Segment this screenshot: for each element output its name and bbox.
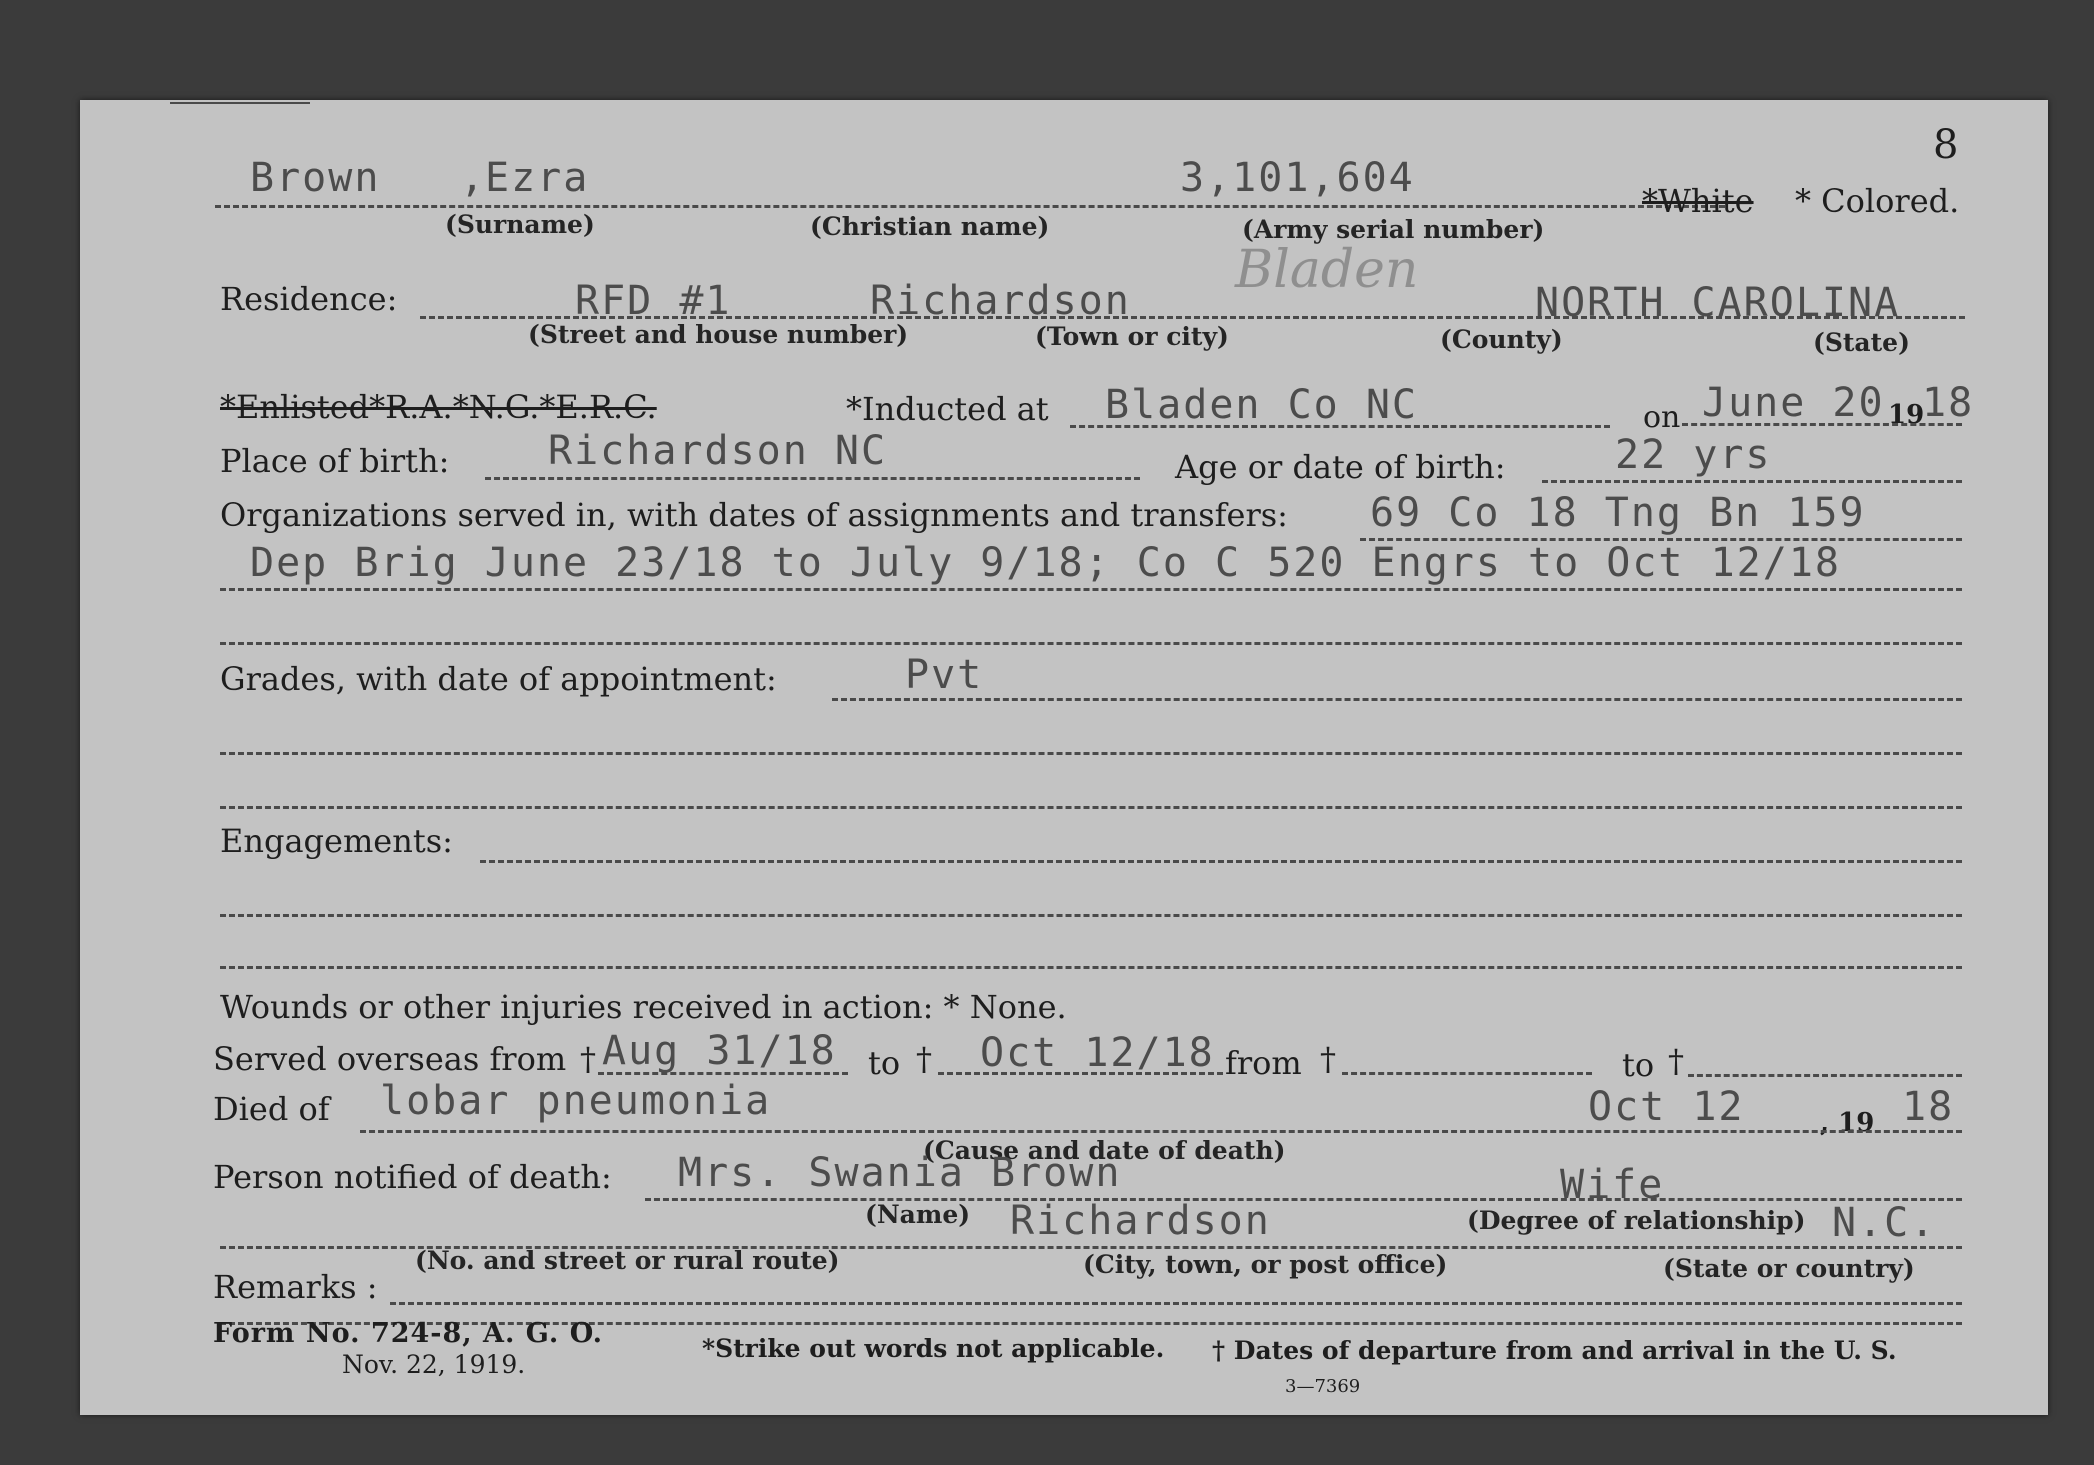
- notified-label: Person notified of death:: [213, 1158, 612, 1196]
- engagements-line1: [480, 860, 1962, 863]
- residence-state-value: NORTH CAROLINA: [1535, 280, 1901, 326]
- notified-name-caption: (Name): [865, 1200, 971, 1229]
- state-caption: (State): [1813, 328, 1910, 357]
- death-caption: (Cause and date of death): [923, 1136, 1286, 1165]
- residence-street-value: RFD #1: [575, 278, 732, 324]
- overseas-to2-label: to: [1622, 1046, 1655, 1084]
- overseas-to2-line: [1688, 1074, 1962, 1077]
- organizations-line1-value: 69 Co 18 Tng Bn 159: [1370, 490, 1866, 536]
- serial-number-value: 3,101,604: [1180, 155, 1415, 201]
- residence-line: [420, 316, 1965, 319]
- inducted-year-suffix: 18: [1922, 380, 1975, 426]
- engagements-label: Engagements:: [220, 822, 453, 860]
- notified-street-caption: (No. and street or rural route): [415, 1246, 840, 1275]
- grades-value: Pvt: [905, 652, 984, 698]
- grades-line1: [832, 698, 1962, 701]
- overseas-label: Served overseas from: [213, 1040, 567, 1078]
- residence-label: Residence:: [220, 280, 398, 318]
- notified-state-value: N.C.: [1832, 1200, 1937, 1246]
- on-label: on: [1643, 400, 1681, 435]
- age-line: [1542, 480, 1962, 483]
- organizations-line3: [220, 642, 1962, 645]
- serial-number-caption: (Army serial number): [1242, 215, 1545, 244]
- overseas-dagger-2: †: [916, 1040, 932, 1078]
- surname-caption: (Surname): [445, 210, 595, 239]
- overseas-from-value: Aug 31/18: [602, 1028, 837, 1074]
- overseas-to-line: [938, 1072, 1223, 1075]
- overseas-to-label: to: [868, 1044, 901, 1082]
- service-record-card: [80, 100, 2048, 1415]
- age-value: 22 yrs: [1615, 432, 1772, 478]
- wounds-label: Wounds or other injuries received in action: * None.: [220, 988, 1067, 1026]
- place-of-birth-line: [485, 477, 1140, 480]
- death-year-prefix: , 19: [1820, 1108, 1875, 1138]
- inducted-year-prefix: 19: [1888, 400, 1925, 430]
- grades-label: Grades, with date of appointment:: [220, 660, 777, 698]
- enlisted-struck: *Enlisted*R.A.*N.G.*E.R.C.: [220, 388, 657, 426]
- dagger-note: † Dates of departure from and arrival in the U. S.: [1212, 1336, 1897, 1365]
- card-number: 8: [1933, 122, 1959, 168]
- surname-comma: ,: [460, 155, 487, 201]
- grades-line3: [220, 806, 1962, 809]
- inducted-line: [1070, 425, 1610, 428]
- age-label: Age or date of birth:: [1175, 448, 1506, 486]
- inducted-date-line: [1682, 423, 1962, 426]
- remarks-label: Remarks :: [213, 1268, 378, 1306]
- county-caption: (County): [1440, 325, 1563, 354]
- strike-note: *Strike out words not applicable.: [702, 1334, 1165, 1363]
- top-edge-rule: [170, 102, 310, 104]
- overseas-to-value: Oct 12/18: [980, 1030, 1215, 1076]
- residence-county-value: Bladen: [1235, 240, 1419, 300]
- form-number: Form No. 724-8, A. G. O.: [213, 1318, 604, 1349]
- notified-state-caption: (State or country): [1663, 1254, 1915, 1283]
- race-white-struck: *White: [1642, 182, 1754, 220]
- inducted-label: *Inducted at: [846, 390, 1049, 428]
- death-cause-value: lobar pneumonia: [380, 1078, 772, 1124]
- notified-relationship-caption: (Degree of relationship): [1467, 1206, 1806, 1235]
- residence-town-value: Richardson: [870, 278, 1131, 324]
- form-date: Nov. 22, 1919.: [342, 1350, 526, 1379]
- organizations-line2-value: Dep Brig June 23/18 to July 9/18; Co C 520 Engrs to Oct 12/18: [250, 540, 1842, 586]
- notified-city-caption: (City, town, or post office): [1083, 1250, 1448, 1279]
- inducted-date-value: June 20: [1702, 380, 1885, 426]
- name-line: [215, 205, 1725, 208]
- death-line: [360, 1130, 1962, 1133]
- print-code: 3—7369: [1285, 1376, 1361, 1397]
- town-caption: (Town or city): [1035, 322, 1229, 351]
- engagements-line2: [220, 914, 1962, 917]
- race-colored-label: * Colored.: [1795, 182, 1960, 220]
- surname-value: Brown: [250, 155, 381, 201]
- overseas-from2-line: [1342, 1072, 1592, 1075]
- death-year-suffix: 18: [1902, 1084, 1955, 1130]
- overseas-dagger-1: †: [580, 1040, 596, 1078]
- notified-relationship-value: Wife: [1560, 1162, 1665, 1208]
- death-date-value: Oct 12: [1588, 1084, 1745, 1130]
- notified-name-value: Mrs. Swania Brown: [678, 1150, 1122, 1196]
- street-caption: (Street and house number): [528, 320, 909, 349]
- overseas-from-line: [598, 1072, 848, 1075]
- notified-line: [645, 1198, 1962, 1201]
- remarks-line1: [390, 1302, 1962, 1305]
- grades-line2: [220, 752, 1962, 755]
- overseas-dagger-4: †: [1668, 1042, 1684, 1080]
- died-of-label: Died of: [213, 1090, 330, 1128]
- place-of-birth-label: Place of birth:: [220, 442, 450, 480]
- inducted-place-value: Bladen Co NC: [1105, 382, 1418, 428]
- organizations-line2: [220, 588, 1962, 591]
- place-of-birth-value: Richardson NC: [548, 428, 888, 474]
- notified-city-value: Richardson: [1010, 1198, 1271, 1244]
- christian-name-value: Ezra: [485, 155, 590, 201]
- organizations-label: Organizations served in, with dates of assignments and transfers:: [220, 496, 1288, 534]
- christian-name-caption: (Christian name): [810, 212, 1050, 241]
- overseas-from2-label: from: [1225, 1044, 1302, 1082]
- engagements-line3: [220, 966, 1962, 969]
- overseas-dagger-3: †: [1320, 1040, 1336, 1078]
